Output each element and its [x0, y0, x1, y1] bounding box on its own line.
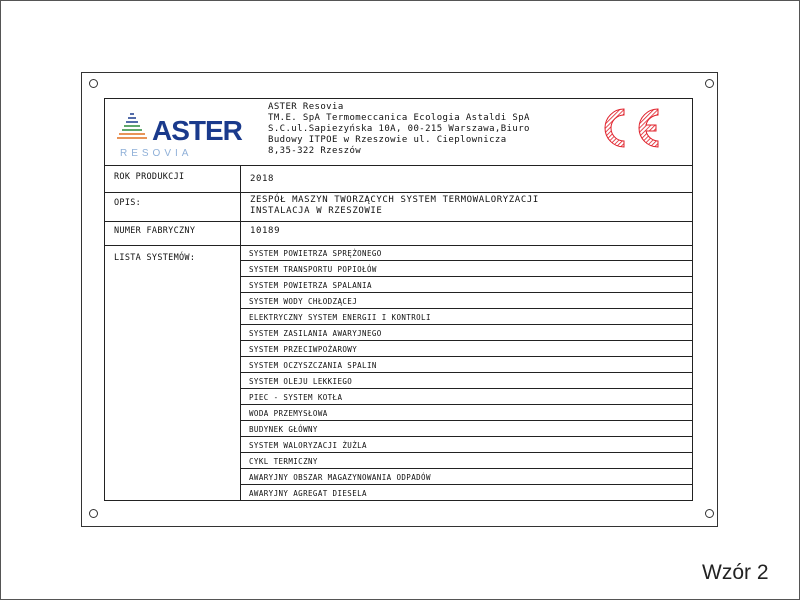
system-row	[240, 261, 692, 277]
system-row	[240, 309, 692, 325]
system-name: PIEC - SYSTEM KOTŁA	[249, 393, 343, 402]
system-row	[240, 357, 692, 373]
system-name: SYSTEM PRZECIWPOŻAROWY	[249, 345, 358, 354]
system-name: CYKL TERMICZNY	[249, 457, 318, 466]
company-line: ASTER Resovia	[268, 102, 344, 112]
company-line: Budowy ITPOE w Rzeszowie ul. Cieplownicza	[268, 135, 507, 145]
system-name: BUDYNEK GŁÓWNY	[249, 425, 318, 434]
system-name: AWARYJNY OBSZAR MAGAZYNOWANIA ODPADÓW	[249, 473, 431, 482]
year-label: ROK PRODUKCJI	[114, 172, 185, 182]
aster-resovia-logo	[114, 104, 244, 159]
system-name: SYSTEM ZASILANIA AWARYJNEGO	[249, 329, 382, 338]
system-row	[240, 405, 692, 421]
mounting-hole-top-left	[89, 79, 98, 88]
ce-mark-icon	[596, 103, 668, 153]
company-line: 8,35-322 Rzeszów	[268, 146, 362, 156]
system-name: SYSTEM OCZYSZCZANIA SPALIN	[249, 361, 377, 370]
system-name: WODA PRZEMYSŁOWA	[249, 409, 328, 418]
system-row	[240, 293, 692, 309]
company-line: TM.E. SpA Termomeccanica Ecologia Astaldi SpA	[268, 113, 530, 123]
system-name: SYSTEM WALORYZACJI ŻUŻLA	[249, 441, 367, 450]
year-value: 2018	[250, 174, 275, 184]
system-row	[240, 437, 692, 453]
system-row	[240, 389, 692, 405]
serial-label: NUMER FABRYCZNY	[114, 226, 196, 236]
system-name: SYSTEM POWIETRZA SPRĘŻONEGO	[249, 249, 382, 258]
system-name: SYSTEM POWIETRZA SPALANIA	[249, 281, 372, 290]
description-line-2: INSTALACJA W RZESZOWIE	[250, 206, 383, 216]
row-divider	[105, 221, 692, 222]
system-row	[240, 453, 692, 469]
ce-mark-text: CE	[596, 103, 598, 104]
system-name: ELEKTRYCZNY SYSTEM ENERGII I KONTROLI	[249, 313, 431, 322]
serial-value: 10189	[250, 226, 281, 236]
system-row	[240, 325, 692, 341]
row-divider	[105, 165, 692, 166]
company-line: S.C.ul.Sapiezyńska 10A, 00-215 Warszawa,Biuro	[268, 124, 530, 134]
system-row	[240, 469, 692, 485]
mounting-hole-bottom-right	[705, 509, 714, 518]
system-name: AWARYJNY AGREGAT DIESELA	[249, 489, 367, 498]
systems-list-label: LISTA SYSTEMÓW:	[114, 253, 196, 263]
mounting-hole-bottom-left	[89, 509, 98, 518]
description-line-1: ZESPÓŁ MASZYN TWORZĄCYCH SYSTEM TERMOWALORYZACJI	[250, 195, 539, 205]
system-row	[240, 341, 692, 357]
row-divider	[105, 192, 692, 193]
mounting-hole-top-right	[705, 79, 714, 88]
system-row	[240, 277, 692, 293]
system-row	[240, 245, 692, 261]
system-row	[240, 373, 692, 389]
caption: Wzór 2	[702, 561, 769, 584]
logo-text: ASTER	[152, 115, 242, 146]
system-row	[240, 421, 692, 437]
system-name: SYSTEM WODY CHŁODZĄCEJ	[249, 297, 358, 306]
system-name: SYSTEM OLEJU LEKKIEGO	[249, 377, 353, 386]
company-address	[268, 102, 530, 157]
description-label: OPIS:	[114, 198, 142, 208]
logo-subtext: RESOVIA	[120, 148, 193, 159]
system-name: SYSTEM TRANSPORTU POPIOŁÓW	[249, 265, 377, 274]
system-row	[240, 485, 692, 501]
logo-triangle-icon	[116, 108, 148, 138]
